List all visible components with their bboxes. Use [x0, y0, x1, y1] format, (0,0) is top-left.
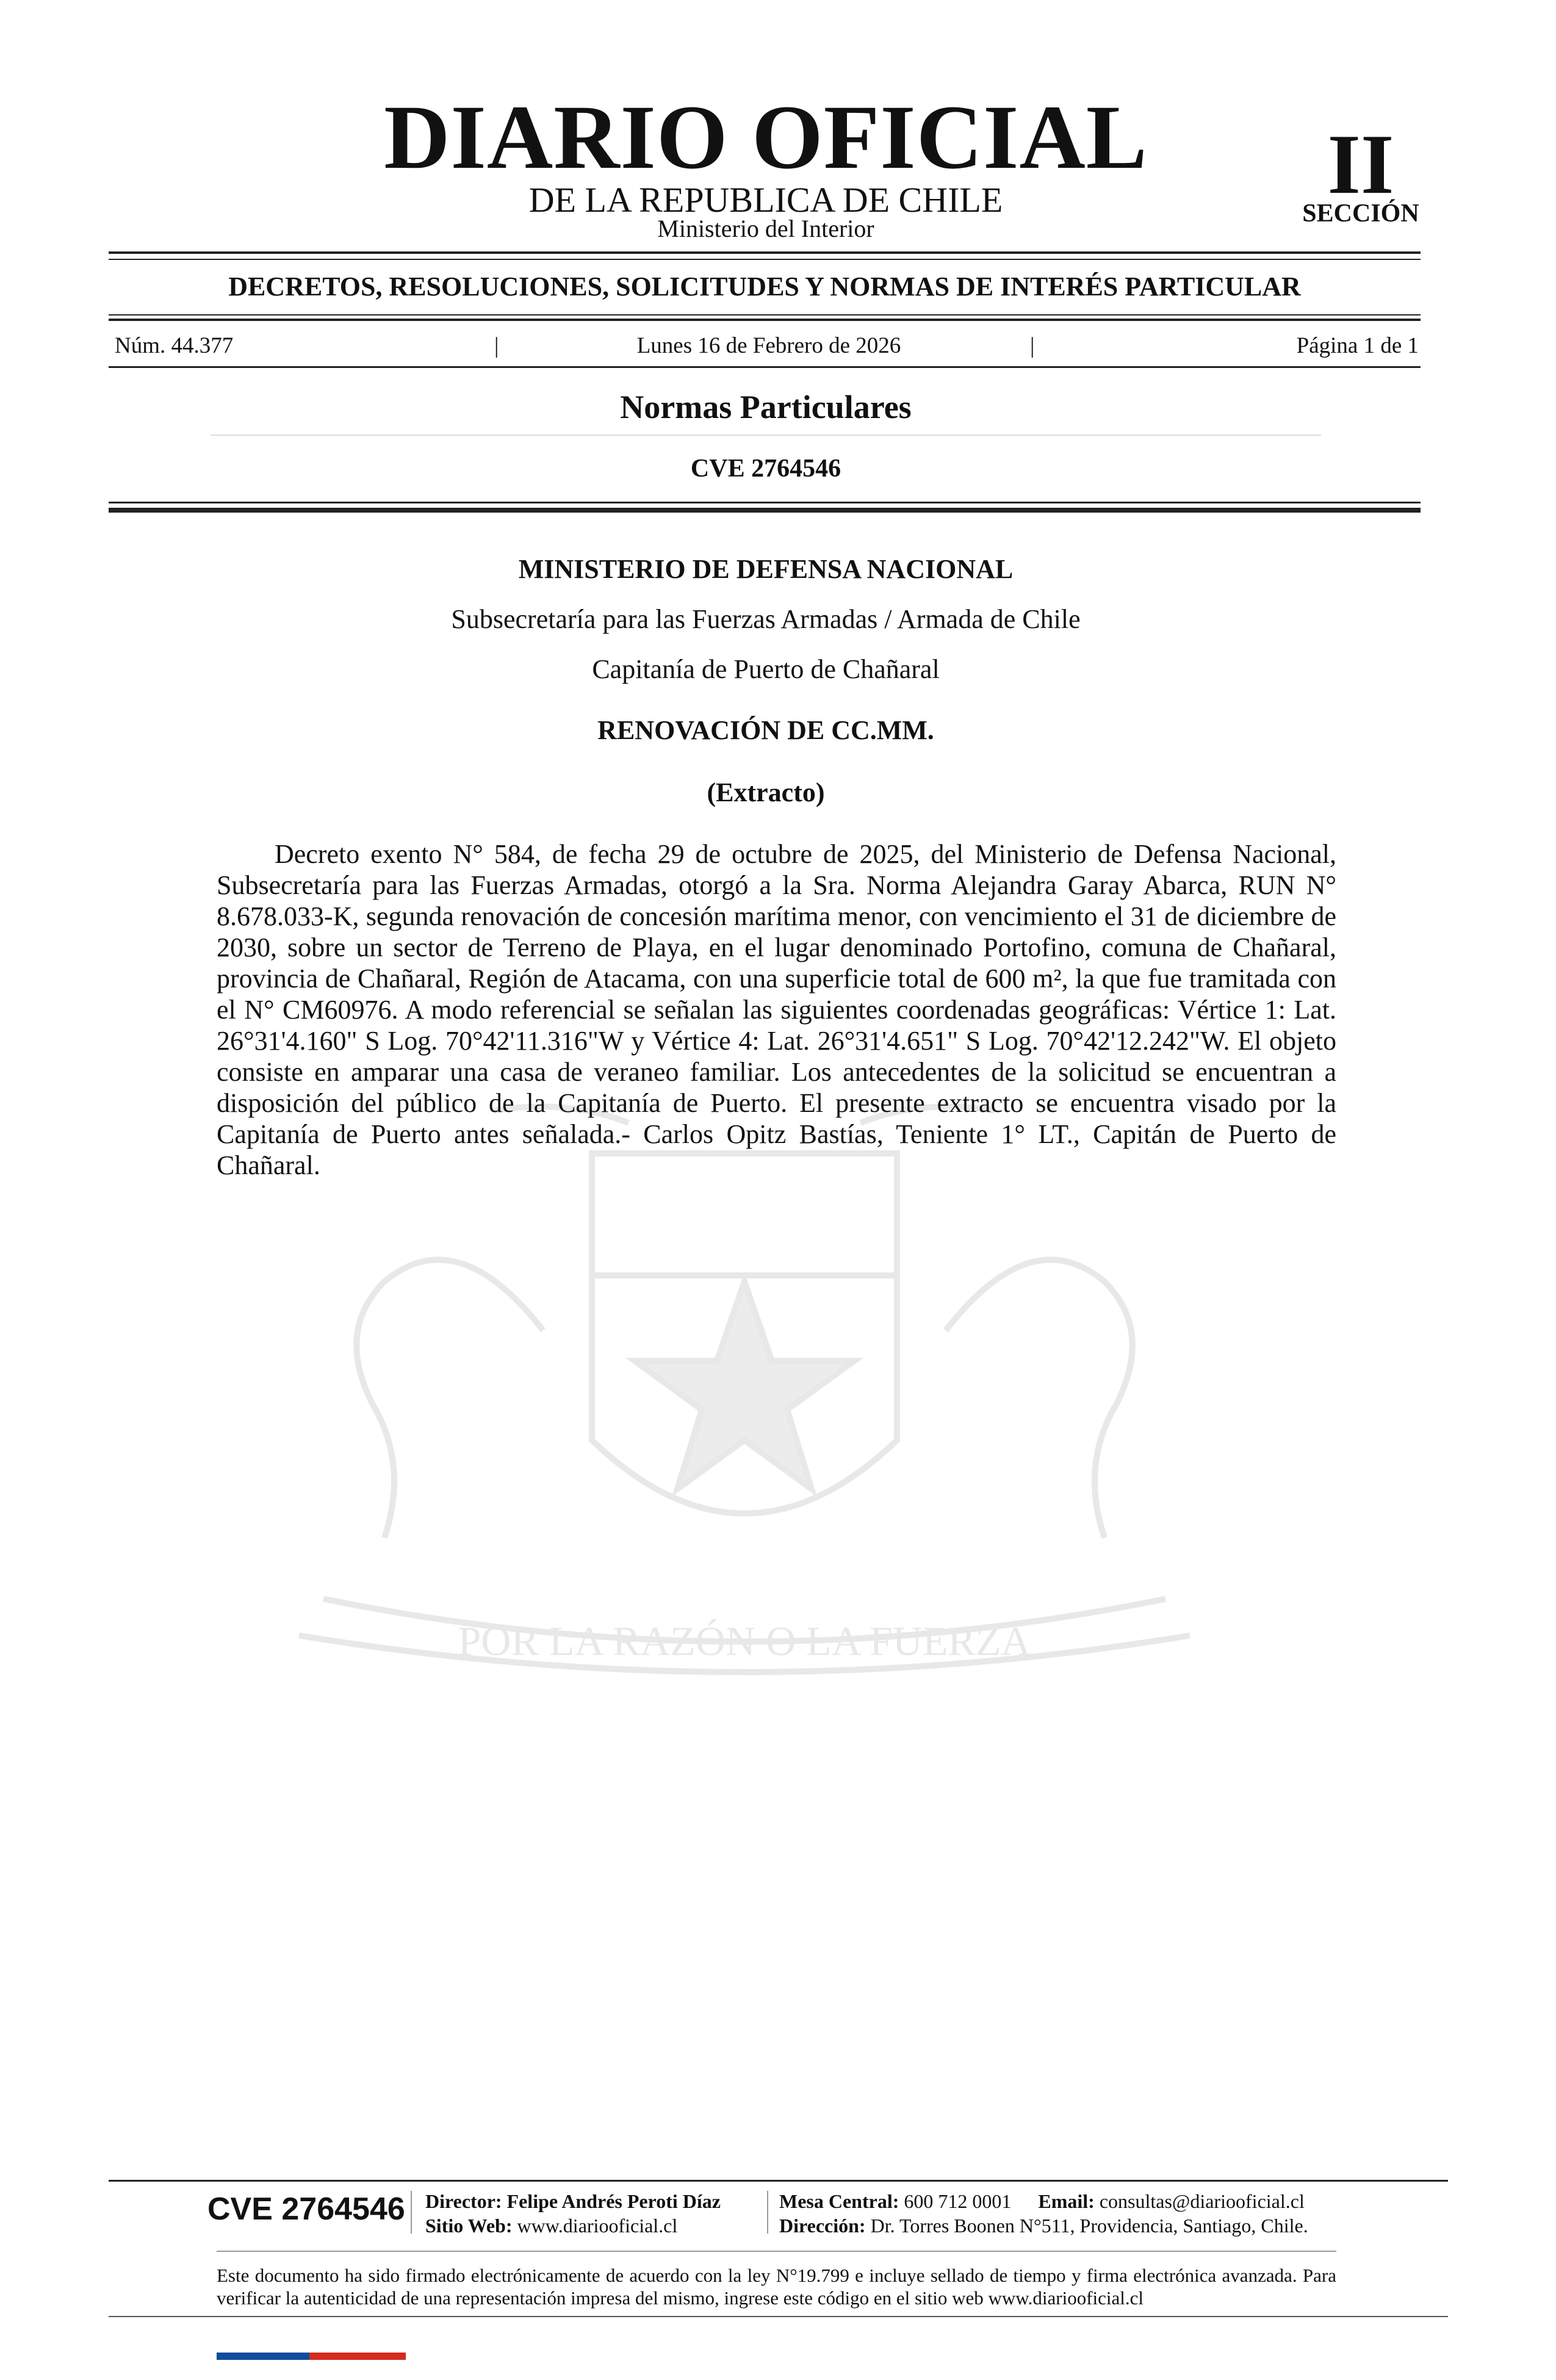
phone-number: 600 712 0001: [904, 2190, 1012, 2212]
norm-title: Normas Particulares: [620, 389, 912, 425]
flag-stripe-blue: [217, 2353, 309, 2360]
newspaper-subtitle: DE LA REPUBLICA DE CHILE: [528, 180, 1003, 220]
email-link[interactable]: consultas@diariooficial.cl: [1099, 2190, 1305, 2212]
document-ministry: MINISTERIO DE DEFENSA NACIONAL: [518, 554, 1014, 584]
footer-note: Este documento ha sido firmado electrónicamente de acuerdo con la ley N°19.799 e incluye sellado de tiempo y firma electrónica avanzada. Para verificar la autenticidad de una representación impresa del mismo, ingrese este código en el sitio web www.diariooficial.cl: [217, 2265, 1336, 2309]
document-subsecretaria: Subsecretaría para las Fuerzas Armadas / Armada de Chile: [451, 604, 1081, 634]
phone-label: Mesa Central:: [779, 2190, 899, 2212]
director-label: Director:: [425, 2190, 502, 2212]
footer-rule-bottom: [109, 2316, 1448, 2317]
masthead-rule-thin: [109, 259, 1421, 260]
website-link[interactable]: www.diariooficial.cl: [517, 2215, 678, 2237]
footer-address: [779, 2214, 1308, 2237]
newspaper-title: DIARIO OFICIAL: [384, 87, 1148, 188]
email-label: Email:: [1038, 2190, 1095, 2212]
footer-divider: [767, 2191, 768, 2234]
flag-stripe-red: [309, 2353, 406, 2360]
section-number: II: [1327, 117, 1394, 212]
director-name: Felipe Andrés Peroti Díaz: [506, 2190, 721, 2212]
document-capitania: Capitanía de Puerto de Chañaral: [592, 654, 940, 684]
watermark-motto: POR LA RAZÓN O LA FUERZA: [458, 1618, 1031, 1664]
norm-divider: [211, 435, 1321, 436]
meta-separator: |: [1030, 333, 1035, 358]
page-count: Página 1 de 1: [1296, 333, 1419, 358]
meta-separator: |: [494, 333, 499, 358]
section-label: SECCIÓN: [1302, 200, 1419, 228]
section-rule: [109, 319, 1421, 321]
coat-of-arms-watermark: [201, 1098, 1288, 1697]
address-value: Dr. Torres Boonen N°511, Providencia, Santiago, Chile.: [870, 2215, 1308, 2237]
document-subheading: (Extracto): [707, 777, 825, 807]
website-label: Sitio Web:: [425, 2215, 513, 2237]
section-title: DECRETOS, RESOLUCIONES, SOLICITUDES Y NORMAS DE INTERÉS PARTICULAR: [228, 272, 1301, 301]
cve-rule-thick: [109, 508, 1421, 513]
footer-cve: CVE 2764546: [207, 2191, 405, 2227]
document-body: Decreto exento N° 584, de fecha 29 de octubre de 2025, del Ministerio de Defensa Nacional, Subsecretaría para las Fuerzas Armadas, otorgó a la Sra. Norma Alejandra Garay Abarca, RUN N° 8.678.033-K, segunda renovación de concesión marítima menor, con vencimiento el 31 de diciembre de 2030, sobre un sector de Terreno de Playa, en el lugar denominado Portofino, comuna de Chañaral, provincia de Chañaral, Región de Atacama, con una superficie total de 600 m², la que fue tramitada con el N° CM60976. A modo referencial se señalan las siguientes coordenadas geográficas: Vértice 1: Lat. 26°31'4.160" S Log. 70°42'11.316"W y Vértice 4: Lat. 26°31'4.651" S Log. 70°42'12.242"W. El objeto consiste en amparar una casa de veraneo familiar. Los antecedentes de la solicitud se encuentran a disposición del público de la Capitanía de Puerto. El presente extracto se encuentra visado por la Capitanía de Puerto antes señalada.- Carlos Opitz Bastías, Teniente 1° LT., Capitán de Puerto de Chañaral.: [217, 839, 1336, 1180]
section-rule-thin: [109, 314, 1421, 316]
footer-divider: [411, 2191, 412, 2234]
footer-contact: [779, 2190, 1305, 2213]
document-heading: RENOVACIÓN DE CC.MM.: [597, 715, 934, 745]
cve-code: CVE 2764546: [690, 455, 841, 483]
footer-rule-top: [109, 2180, 1448, 2182]
masthead-rule-top: [109, 251, 1421, 254]
issue-number: Núm. 44.377: [115, 333, 234, 358]
footer-director: [425, 2190, 721, 2213]
meta-rule: [109, 366, 1421, 368]
address-label: Dirección:: [779, 2215, 866, 2237]
issue-date: Lunes 16 de Febrero de 2026: [636, 333, 901, 358]
ministry-line: Ministerio del Interior: [657, 215, 874, 242]
footer-rule-mid: [217, 2251, 1336, 2252]
footer-website: [425, 2214, 677, 2237]
cve-rule-thin: [109, 502, 1421, 503]
